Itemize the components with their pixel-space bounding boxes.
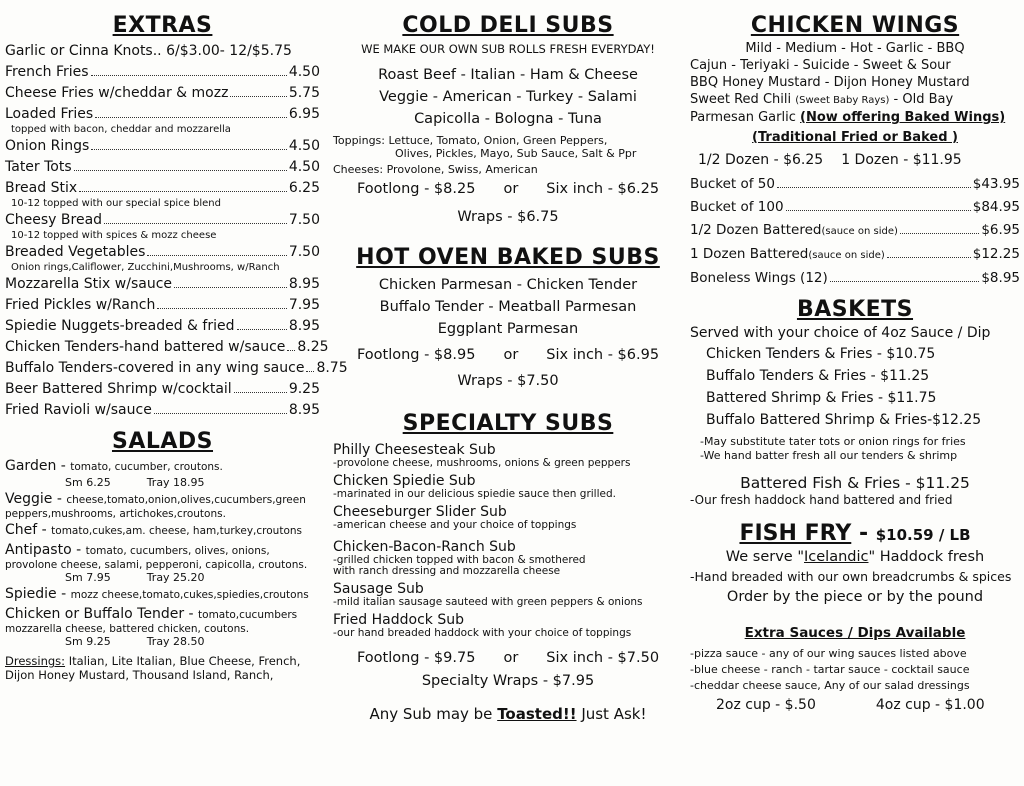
extras-item-note: 10-12 topped with spices & mozz cheese <box>11 230 217 241</box>
battered-fish: Battered Fish & Fries - $11.25 <box>740 474 970 492</box>
extras-item <box>5 137 320 156</box>
leader-dots <box>777 187 971 188</box>
extras-item-note: topped with bacon, cheddar and mozzarella <box>11 124 231 135</box>
wings-list <box>690 173 1020 290</box>
extras-item-note: Onion rings,Califlower, Zucchini,Mushrooms, w/Ranch <box>11 262 280 273</box>
leader-dots <box>147 255 286 256</box>
specialty-item-desc: -marinated in our delicious spiedie sauce then grilled. <box>333 488 616 500</box>
specialty-item-name: Chicken-Bacon-Ranch Sub <box>333 539 516 555</box>
salads-list <box>5 458 320 648</box>
specialty-item-name: Philly Cheesesteak Sub <box>333 442 496 458</box>
extras-item <box>5 243 320 262</box>
salad-prices <box>5 476 320 489</box>
basket-item: Chicken Tenders & Fries - $10.75 <box>706 346 936 362</box>
salad-desc: cheese,tomato,onion,olives,cucumbers,green <box>66 494 306 506</box>
salad-name: Spiedie - <box>5 586 71 602</box>
extras-item-price: 8.25 <box>297 339 329 355</box>
extras-item-price: 8.95 <box>288 276 320 292</box>
extras-heading: EXTRAS <box>112 13 213 38</box>
wing-style: (Traditional Fried or Baked ) <box>752 130 958 145</box>
extras-item-name: Onion Rings <box>5 138 90 154</box>
salad-desc: tomato,cucumbers <box>198 609 298 621</box>
column-left <box>5 12 348 682</box>
wings-heading: CHICKEN WINGS <box>750 13 960 38</box>
dozen-price: 1 Dozen - $11.95 <box>841 152 962 168</box>
cold-deli-line-2: Veggie - American - Turkey - Salami <box>379 89 637 105</box>
extras-item-name: Breaded Vegetables <box>5 244 146 260</box>
specialty-footlong: Footlong - $9.75 <box>356 650 476 666</box>
salad-prices <box>5 635 320 648</box>
hot-oven-prices <box>333 342 683 368</box>
leader-dots <box>79 191 287 192</box>
extras-item <box>5 317 320 336</box>
leader-dots <box>830 281 980 282</box>
salad-desc-2: provolone cheese, salami, pepperoni, capicolla, croutons. <box>5 559 308 571</box>
wing-item-price: $6.95 <box>981 222 1020 238</box>
wing-flavors-4 <box>690 91 1020 109</box>
specialty-sixinch: Six inch - $7.50 <box>546 650 660 666</box>
baskets-heading: BASKETS <box>796 297 914 322</box>
dressings <box>5 654 320 682</box>
leader-dots <box>95 117 287 118</box>
cold-deli-cheeses: Cheeses: Provolone, Swiss, American <box>333 163 538 176</box>
sauces-line-1: -pizza sauce - any of our wing sauces listed above <box>690 647 967 660</box>
hot-oven-footlong: Footlong - $8.95 <box>356 347 476 363</box>
wing-item <box>690 196 1020 219</box>
dressings-text: Italian, Lite Italian, Blue Cheese, French, <box>65 654 301 668</box>
salad-item <box>5 522 320 540</box>
baskets-list <box>690 343 1020 431</box>
basket-item: Buffalo Tenders & Fries - $11.25 <box>706 368 930 384</box>
baskets-intro: Served with your choice of 4oz Sauce / Dip <box>690 325 991 341</box>
wing-item <box>690 267 1020 290</box>
basket-item: Buffalo Battered Shrimp & Fries-$12.25 <box>706 412 982 428</box>
extras-item-price: 6.95 <box>288 106 320 122</box>
toasted-pre: Any Sub may be <box>369 705 498 723</box>
extras-item <box>5 211 320 230</box>
fish-fry-line-3: Order by the piece or by the pound <box>726 589 984 605</box>
basket-item: Battered Shrimp & Fries - $11.75 <box>706 390 937 406</box>
salad-tray-price: Tray 18.95 <box>146 476 205 489</box>
extras-item-price: 5.75 <box>288 85 320 101</box>
specialty-item <box>333 612 683 639</box>
leader-dots <box>887 257 971 258</box>
leader-dots <box>91 149 286 150</box>
fish-fry-we-serve: We serve " <box>725 549 804 565</box>
column-right <box>690 12 1020 715</box>
cup-2oz-price: 2oz cup - $.50 <box>716 697 816 713</box>
specialty-item-desc-2: with ranch dressing and mozzarella cheese <box>333 565 561 577</box>
salad-item <box>5 491 320 520</box>
specialty-item <box>333 539 683 577</box>
salad-name: Antipasto - <box>5 542 86 558</box>
salad-item <box>5 542 320 584</box>
salad-small-price: Sm 6.25 <box>65 476 111 489</box>
extras-item <box>5 296 320 315</box>
cold-deli-heading: COLD DELI SUBS <box>402 13 614 38</box>
dressings-label: Dressings: <box>5 654 66 668</box>
hot-oven-line-1: Chicken Parmesan - Chicken Tender <box>378 277 638 293</box>
extras-item-note: 10-12 topped with our special spice blend <box>11 198 221 209</box>
basket-note-1: -May substitute tater tots or onion rings for fries <box>700 435 966 448</box>
specialty-item-name: Cheeseburger Slider Sub <box>333 504 507 520</box>
extras-item-name: Mozzarella Stix w/sauce <box>5 276 173 292</box>
specialty-list <box>333 442 683 639</box>
salad-tray-price: Tray 28.50 <box>146 635 205 648</box>
cold-deli-footlong: Footlong - $8.25 <box>356 181 476 197</box>
specialty-item <box>333 581 683 608</box>
hot-oven-sixinch: Six inch - $6.95 <box>546 347 660 363</box>
extras-item <box>5 275 320 294</box>
wing-item-note: (sauce on side) <box>821 226 898 237</box>
salad-desc: mozz cheese,tomato,cukes,spiedies,croutons <box>70 589 309 601</box>
salad-desc: tomato,cukes,am. cheese, ham,turkey,croutons <box>51 525 302 537</box>
extras-item-name: Spiedie Nuggets-breaded & fried <box>5 318 235 334</box>
extras-item <box>5 63 320 82</box>
fish-fry-haddock: " Haddock fresh <box>868 549 985 565</box>
wing-item <box>690 219 1020 243</box>
leader-dots <box>104 223 287 224</box>
extras-item-price: 7.95 <box>288 297 320 313</box>
icelandic-word: Icelandic <box>804 549 869 565</box>
leader-dots <box>154 413 287 414</box>
cup-4oz-price: 4oz cup - $1.00 <box>875 697 985 713</box>
salad-name: Chef - <box>5 522 52 538</box>
leader-dots <box>306 371 314 372</box>
leader-dots <box>900 233 979 234</box>
wing-flavors-3: BBQ Honey Mustard - Dijon Honey Mustard <box>690 75 970 90</box>
extras-item-name: Tater Tots <box>5 159 72 175</box>
wing-dozen-prices <box>690 151 1020 170</box>
leader-dots <box>237 329 287 330</box>
sauce-cup-prices <box>690 696 1020 715</box>
extras-item-name: Beer Battered Shrimp w/cocktail <box>5 381 232 397</box>
leader-dots <box>234 392 287 393</box>
wing-item-name: 1 Dozen Battered <box>690 246 809 262</box>
hot-oven-wraps: Wraps - $7.50 <box>457 373 559 389</box>
wing-item-name: Bucket of 100 <box>690 199 784 215</box>
or-text: or <box>503 181 519 197</box>
extras-item-name: Buffalo Tenders-covered in any wing sauce <box>5 360 305 376</box>
hot-oven-heading: HOT OVEN BAKED SUBS <box>356 245 660 270</box>
extras-item-price: 8.95 <box>288 402 320 418</box>
extras-list <box>5 42 348 420</box>
baked-wings-note: (Now offering Baked Wings) <box>800 110 1006 125</box>
specialty-item-desc: -provolone cheese, mushrooms, onions & green peppers <box>333 457 631 469</box>
leader-dots <box>230 96 286 97</box>
wing-flavors-1: Mild - Medium - Hot - Garlic - BBQ <box>745 41 965 56</box>
salad-desc-2: peppers,mushrooms, artichokes,croutons. <box>5 508 226 520</box>
specialty-item-desc: -mild italian sausage sauteed with green peppers & onions <box>333 596 643 608</box>
cold-deli-tagline: WE MAKE OUR OWN SUB ROLLS FRESH EVERYDAY! <box>361 42 655 56</box>
salad-prices <box>5 571 320 584</box>
cold-deli-toppings-2: Olives, Pickles, Mayo, Sub Sauce, Salt & Ppr <box>395 147 637 160</box>
wing-flavors-5 <box>690 109 1020 126</box>
salad-tray-price: Tray 25.20 <box>146 571 205 584</box>
extras-item-name: Cheesy Bread <box>5 212 103 228</box>
wing-item-name: Boneless Wings (12) <box>690 270 828 286</box>
extras-item <box>5 338 329 357</box>
leader-dots <box>786 210 971 211</box>
fish-fry-price: $10.59 / LB <box>875 526 971 544</box>
half-dozen-price: 1/2 Dozen - $6.25 <box>698 152 824 168</box>
specialty-item-desc: -our hand breaded haddock with your choice of toppings <box>333 627 632 639</box>
leader-dots <box>287 350 295 351</box>
extras-item-price: 7.50 <box>288 212 320 228</box>
cold-deli-wraps: Wraps - $6.75 <box>457 209 559 225</box>
wing-item-price: $43.95 <box>972 176 1020 192</box>
cold-deli-sixinch: Six inch - $6.25 <box>546 181 660 197</box>
wing-flavor-sweet-red-chili: Sweet Red Chili <box>690 92 796 107</box>
sauces-heading: Extra Sauces / Dips Available <box>744 625 966 641</box>
extras-item-price: 4.50 <box>288 138 320 154</box>
wing-flavors-2: Cajun - Teriyaki - Suicide - Sweet & Sour <box>690 58 951 73</box>
extras-item <box>5 105 320 124</box>
leader-dots <box>91 75 287 76</box>
salads-heading: SALADS <box>111 429 214 454</box>
extras-item-name: Garlic or Cinna Knots.. 6/$3.00- 12/$5.75 <box>5 43 292 59</box>
extras-item-name: French Fries <box>5 64 89 80</box>
wing-item-price: $84.95 <box>972 199 1020 215</box>
fish-fry-title: FISH FRY <box>739 521 852 546</box>
hot-oven-line-2: Buffalo Tender - Meatball Parmesan <box>379 299 637 315</box>
basket-note-2: -We hand batter fresh all our tenders & shrimp <box>700 449 958 462</box>
battered-fish-note: -Our fresh haddock hand battered and fried <box>690 493 953 507</box>
fish-fry-line-1 <box>690 547 1020 567</box>
cold-deli-toppings: Toppings: Lettuce, Tomato, Onion, Green Peppers, <box>333 134 608 147</box>
column-middle <box>333 12 683 723</box>
extras-item-price: 8.95 <box>288 318 320 334</box>
salad-name: Garden - <box>5 458 71 474</box>
specialty-item <box>333 473 683 500</box>
wing-flavor-old-bay: - Old Bay <box>889 92 954 107</box>
salad-line <box>5 491 320 509</box>
dressings-text-2: Dijon Honey Mustard, Thousand Island, Ranch, <box>5 668 274 682</box>
specialty-prices <box>333 645 683 671</box>
cold-deli-line-1: Roast Beef - Italian - Ham & Cheese <box>378 67 638 83</box>
extras-item <box>5 84 320 103</box>
toasted-word: Toasted!! <box>497 705 577 723</box>
fish-fry-line-2: -Hand breaded with our own breadcrumbs & spices <box>690 569 1012 584</box>
salad-small-price: Sm 7.95 <box>65 571 111 584</box>
cold-deli-line-3: Capicolla - Bologna - Tuna <box>414 111 602 127</box>
wing-item <box>690 173 1020 196</box>
extras-item-name: Bread Stix <box>5 180 78 196</box>
salad-line <box>5 458 320 476</box>
salad-name: Veggie - <box>5 491 67 507</box>
wing-flavor-note: (Sweet Baby Rays) <box>795 95 890 106</box>
salad-line <box>5 522 320 540</box>
wing-item-note: (sauce on side) <box>808 250 885 261</box>
toasted-post: Just Ask! <box>576 705 647 723</box>
extras-item-name: Fried Pickles w/Ranch <box>5 297 156 313</box>
wing-item-name: Bucket of 50 <box>690 176 775 192</box>
fish-fry-dash: - <box>851 521 876 546</box>
extras-item-price: 4.50 <box>288 159 320 175</box>
wing-item-price: $12.25 <box>972 246 1020 262</box>
specialty-item-name: Fried Haddock Sub <box>333 612 464 628</box>
extras-item-price: 8.75 <box>316 360 348 376</box>
extras-item-name: Cheese Fries w/cheddar & mozz <box>5 85 229 101</box>
extras-item <box>5 42 320 61</box>
toasted-note <box>333 705 683 723</box>
leader-dots <box>157 308 287 309</box>
salad-line <box>5 606 320 624</box>
specialty-item-name: Chicken Spiedie Sub <box>333 473 476 489</box>
extras-item-name: Fried Ravioli w/sauce <box>5 402 152 418</box>
wing-item <box>690 243 1020 267</box>
salad-small-price: Sm 9.25 <box>65 635 111 648</box>
extras-item-name: Loaded Fries <box>5 106 94 122</box>
extras-item <box>5 158 320 177</box>
specialty-heading: SPECIALTY SUBS <box>402 411 614 436</box>
extras-item-price: 4.50 <box>288 64 320 80</box>
fish-fry-heading <box>690 522 1020 547</box>
hot-oven-line-3: Eggplant Parmesan <box>437 321 579 337</box>
salad-item <box>5 586 320 604</box>
leader-dots <box>74 170 287 171</box>
specialty-item <box>333 504 683 531</box>
specialty-item-desc: -american cheese and your choice of toppings <box>333 519 577 531</box>
or-text: or <box>503 347 519 363</box>
salad-line <box>5 586 320 604</box>
cold-deli-prices <box>333 176 683 202</box>
salad-line <box>5 542 320 560</box>
salad-desc: tomato, cucumbers, olives, onions, <box>85 545 270 557</box>
sauces-line-2: -blue cheese - ranch - tartar sauce - cocktail sauce <box>690 663 970 676</box>
extras-item <box>5 359 348 378</box>
leader-dots <box>174 287 287 288</box>
extras-item-price: 9.25 <box>288 381 320 397</box>
wing-flavor-parmesan: Parmesan Garlic <box>690 110 800 125</box>
specialty-wraps: Specialty Wraps - $7.95 <box>421 673 595 689</box>
salad-desc-2: mozzarella cheese, battered chicken, coutons. <box>5 623 250 635</box>
wing-item-name: 1/2 Dozen Battered <box>690 222 822 238</box>
salad-desc: tomato, cucumber, croutons. <box>70 461 223 473</box>
extras-item-price: 7.50 <box>288 244 320 260</box>
specialty-item <box>333 442 683 469</box>
sauces-line-3: -cheddar cheese sauce, Any of our salad dressings <box>690 679 970 692</box>
or-text: or <box>503 650 519 666</box>
specialty-item-desc: -grilled chicken topped with bacon & smothered <box>333 554 586 566</box>
extras-item-price: 6.25 <box>288 180 320 196</box>
extras-item <box>5 401 320 420</box>
specialty-item-name: Sausage Sub <box>333 581 424 597</box>
extras-item <box>5 380 320 399</box>
extras-item <box>5 179 320 198</box>
wing-item-price: $8.95 <box>981 270 1020 286</box>
salad-name: Chicken or Buffalo Tender - <box>5 606 199 622</box>
salad-item <box>5 606 320 648</box>
salad-item <box>5 458 320 489</box>
extras-item-name: Chicken Tenders-hand battered w/sauce <box>5 339 286 355</box>
